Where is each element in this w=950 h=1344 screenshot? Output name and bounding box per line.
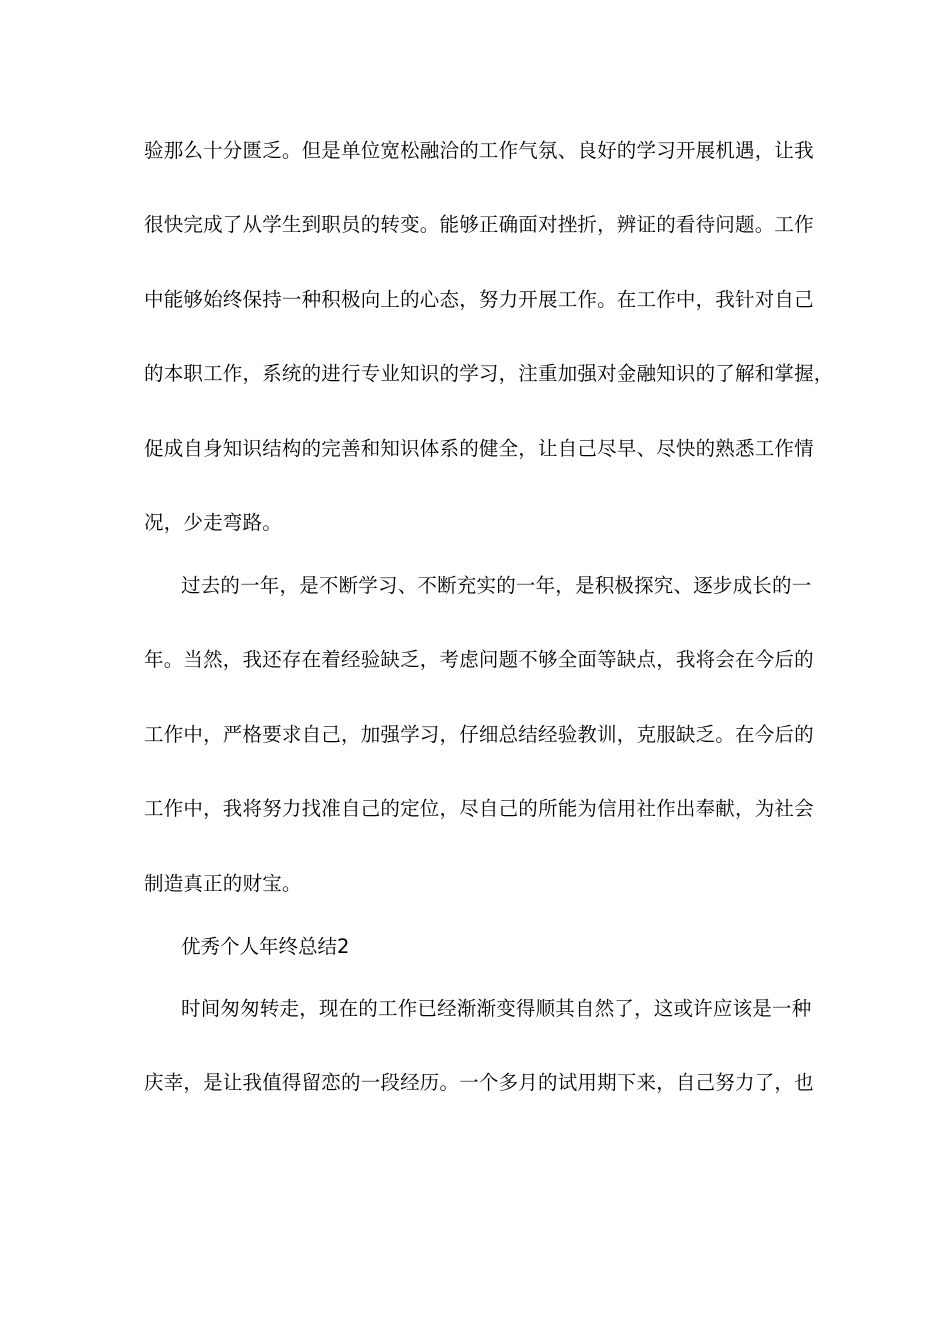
paragraph-line: 很快完成了从学生到职员的转变。能够正确面对挫折，辨证的看待问题。工作 xyxy=(144,213,814,236)
paragraph-line: 制造真正的财宝。 xyxy=(144,872,302,895)
paragraph-line: 过去的一年，是不断学习、不断充实的一年，是积极探究、逐步成长的一 xyxy=(181,574,812,597)
paragraph-line: 况，少走弯路。 xyxy=(144,511,282,534)
paragraph-line: 的本职工作，系统的进行专业知识的学习，注重加强对金融知识的了解和掌握， xyxy=(144,362,834,385)
paragraph-line: 工作中，我将努力找准自己的定位，尽自己的所能为信用社作出奉献，为社会 xyxy=(144,797,814,820)
section-heading: 优秀个人年终总结2 xyxy=(181,935,350,958)
paragraph-line: 促成自身知识结构的完善和知识体系的健全，让自己尽早、尽快的熟悉工作情 xyxy=(144,437,814,460)
paragraph-line: 庆幸，是让我值得留恋的一段经历。一个多月的试用期下来，自己努力了，也 xyxy=(144,1071,814,1094)
paragraph-line: 中能够始终保持一种积极向上的心态，努力开展工作。在工作中，我针对自己 xyxy=(144,288,814,311)
paragraph-line: 时间匆匆转走，现在的工作已经渐渐变得顺其自然了，这或许应该是一种 xyxy=(181,997,812,1020)
paragraph-line: 验那么十分匮乏。但是单位宽松融洽的工作气氛、良好的学习开展机遇，让我 xyxy=(144,139,814,162)
paragraph-line: 工作中，严格要求自己，加强学习，仔细总结经验教训，克服缺乏。在今后的 xyxy=(144,723,814,746)
paragraph-line: 年。当然，我还存在着经验缺乏，考虑问题不够全面等缺点，我将会在今后的 xyxy=(144,648,814,671)
